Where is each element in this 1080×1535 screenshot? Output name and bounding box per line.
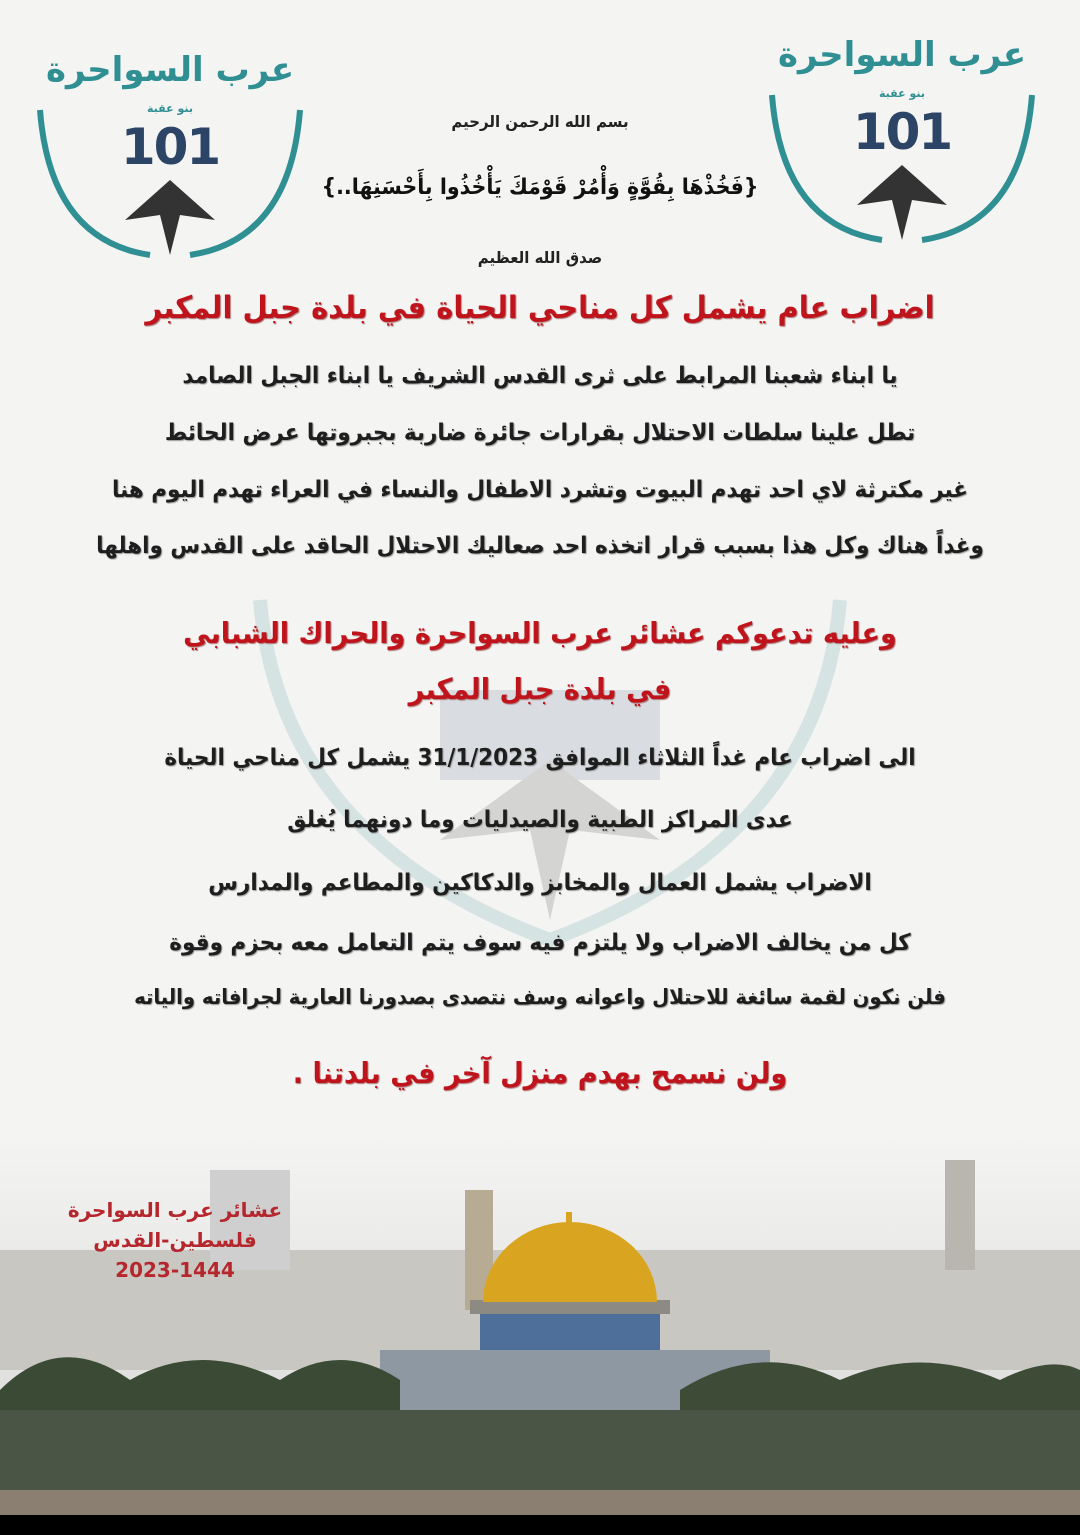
- jerusalem-skyline-image: [0, 1130, 1080, 1515]
- footer-signature: [30, 1195, 320, 1285]
- logo-number: 101: [120, 118, 220, 176]
- footer-org: عشائر عرب السواحرة: [67, 1198, 283, 1222]
- logo-subtitle: بنو عقبة: [147, 102, 193, 115]
- paragraph-line: كل من يخالف الاضراب ولا يلتزم فيه سوف يتم التعامل معه بحزم وقوة: [169, 930, 911, 956]
- logo-left: [30, 50, 310, 280]
- logo-right: [762, 35, 1042, 265]
- basmala: بسم الله الرحمن الرحيم: [451, 112, 629, 131]
- paragraph-line: تطل علينا سلطات الاحتلال بقرارات جائرة ضاربة بجبروتها عرض الحائط: [164, 420, 916, 446]
- closing-line: ولن نسمح بهدم منزل آخر في بلدتنا .: [292, 1056, 788, 1090]
- footer-location: فلسطين-القدس: [93, 1228, 257, 1252]
- paragraph-line: الاضراب يشمل العمال والمخابز والدكاكين والمطاعم والمدارس: [208, 870, 872, 896]
- call-line: في بلدة جبل المكبر: [408, 672, 672, 706]
- sadaqa: صدق الله العظيم: [477, 248, 603, 267]
- headline: اضراب عام يشمل كل مناحي الحياة في بلدة جبل المكبر: [145, 290, 935, 326]
- paragraph-line: غير مكترثة لاي احد تهدم البيوت وتشرد الاطفال والنساء في العراء تهدم اليوم هنا: [111, 477, 968, 503]
- paragraph-line: يا ابناء شعبنا المرابط على ثرى القدس الشريف يا ابناء الجبل الصامد: [182, 363, 898, 389]
- bottom-bar: [0, 1515, 1080, 1535]
- paragraph-line: فلن نكون لقمة سائغة للاحتلال واعوانه وسف نتصدى بصدورنا العارية لجرافاته والياته: [134, 985, 946, 1009]
- logo-subtitle: بنو عقبة: [879, 87, 925, 100]
- call-line: وعليه تدعوكم عشائر عرب السواحرة والحراك الشبابي: [183, 616, 897, 650]
- footer-year: 2023-1444: [115, 1258, 235, 1282]
- logo-title: عرب السواحرة: [777, 35, 1027, 75]
- paragraph-line: عدى المراكز الطبية والصيدليات وما دونهما يُغلق: [287, 807, 793, 833]
- logo-number: 101: [852, 103, 952, 161]
- paragraph-line: وغداً هناك وكل هذا بسبب قرار اتخذه احد صعاليك الاحتلال الحاقد على القدس واهلها: [96, 533, 984, 559]
- logo-title: عرب السواحرة: [45, 50, 295, 90]
- paragraph-line: الى اضراب عام غداً الثلاثاء الموافق 31/1/2023 يشمل كل مناحي الحياة: [164, 745, 916, 771]
- quran-verse: {فَخُذْهَا بِقُوَّةٍ وَأْمُرْ قَوْمَكَ يَأْخُذُوا بِأَحْسَنِهَا..}: [321, 175, 759, 200]
